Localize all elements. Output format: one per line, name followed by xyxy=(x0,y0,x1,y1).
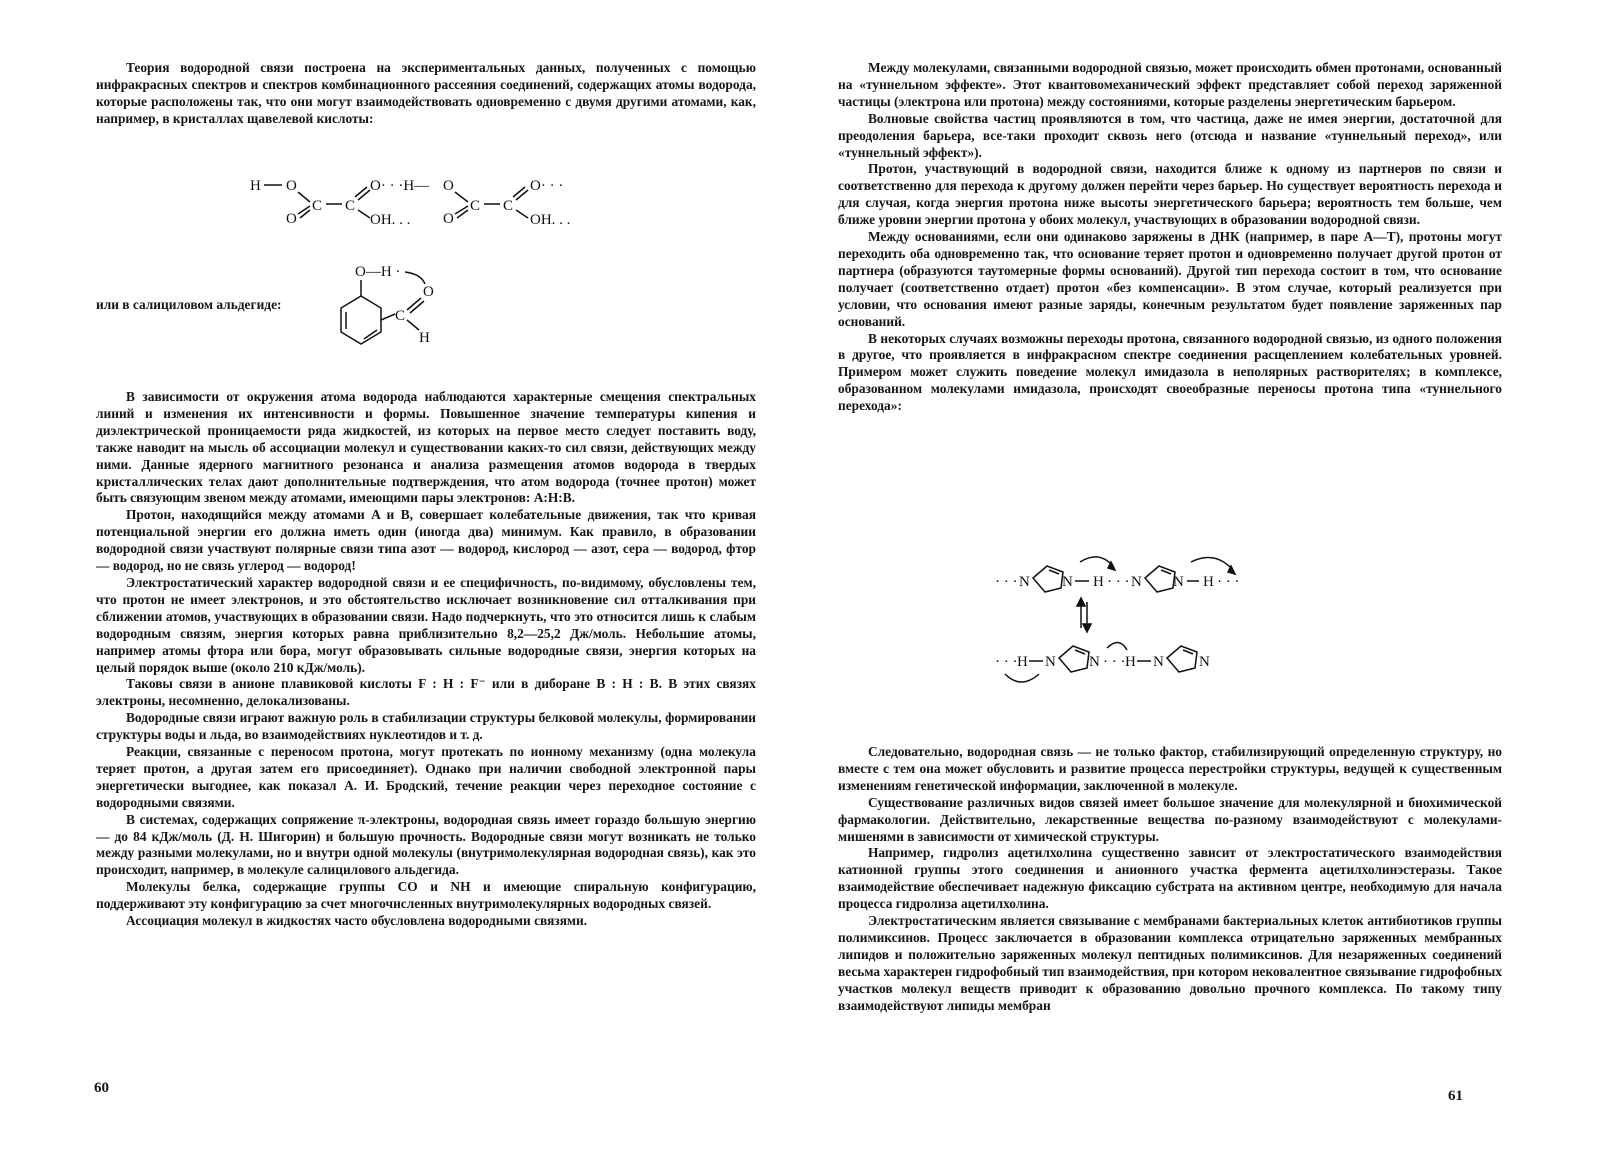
imidazole-tunneling-scheme xyxy=(995,540,1295,700)
paragraph: Волновые свойства частиц проявляются в том, что частица, даже не имея энергии, достаточной для преодоления барьера, все-таки проходит сквозь него (отсюда и название «туннельный переход», или «туннельный эффект»). xyxy=(838,110,1502,160)
svg-text:· · ·: · · · xyxy=(995,654,1018,670)
paragraph: Таковы связи в анионе плавиковой кислоты F : H : F⁻ или в диборане B : H : B. В этих связях электроны, несомненно, делокализованы. xyxy=(96,676,756,709)
salicyl-label: или в салициловом альдегиде: xyxy=(96,297,282,312)
svg-text:N: N xyxy=(1131,574,1142,590)
paragraph: Между молекулами, связанными водородной связью, может происходить обмен протонами, основанный на «туннельном эффекте». Этот квантовомеханический эффект представляет собой переход заряженной частицы (электрона или протона) между состояниями, которые разделены энергетическим барьером. xyxy=(838,60,1502,109)
svg-text:C: C xyxy=(345,198,356,214)
paragraph: Молекулы белка, содержащие группы CO и NH и имеющие спиральную конфигурацию, поддерживают эту конфигурацию за счет многочисленных внутримолекулярных водородных связей. xyxy=(96,879,756,912)
svg-text:N: N xyxy=(1153,654,1164,670)
paragraph: В некоторых случаях возможны переходы протона, связанного водородной связью, из одного положения в другое, что проявляется в инфракрасном спектре соединения расщеплением колебательных уровней. Примером может служить поведение молекул имидазола в неполярных растворителях; в комплексе, образованном молекулами имидазола, происходят своеобразные переносы протона типа «туннельного перехода»: xyxy=(838,330,1502,414)
paragraph: Водородные связи играют важную роль в стабилизации структуры белковой молекулы, формировании структуры воды и льда, во взаимодействиях нуклеотидов и т. д. xyxy=(96,710,756,743)
paragraph: Протон, находящийся между атомами A и B, совершает колебательные движения, так что кривая потенциальной энергии его должна иметь один (иногда два) минимум. Как правило, в образовании водородной связи участвуют полярные связи типа азот — водород, кислород — азот, сера — водород, фтор — водород, но не связь углерод — водород! xyxy=(96,507,756,574)
paragraph: В зависимости от окружения атома водорода наблюдаются характерные смещения спектральных линий и изменения их интенсивности и формы. Повышенное значение температуры кипения и диэлектрической проницаемости ряда жидкостей, из которых на первое место следует поставить воду, также наводит на мысль об ассоциации молекул и существовании каких-то сил связи, действующих между ними. Данные ядерного магнитного резонанса и анализа размещения атомов водорода в твердых кристаллических телах дают дополнительные подтверждения, что атом водорода (точнее протон) может быть связующим звеном между атомами, имеющими пары электронов: A:H:B. xyxy=(96,389,756,506)
paragraph: Между основаниями, если они одинаково заряжены в ДНК (например, в паре A—T), протоны могут переходить оба одновременно так, что основание теряет протон и одновременно получает другой протон от партнера (образуются таутомерные формы оснований). Другой тип перехода состоит в том, что основание получает (соответственно отдает) протон «без компенсации». В этом случае, который реализуется при условии, что основания имеют разные заряды, конечным результатом будет появление заряженных пар оснований. xyxy=(838,229,1502,329)
svg-text:H: H xyxy=(1017,654,1028,670)
svg-text:N: N xyxy=(1062,574,1073,590)
right-top-text xyxy=(838,60,1502,415)
svg-text:O: O xyxy=(286,178,297,194)
svg-text:· · ·: · · · xyxy=(1103,654,1126,670)
svg-text:O: O xyxy=(423,284,434,300)
right-page xyxy=(800,0,1600,1176)
intro-text-block xyxy=(96,60,756,128)
svg-text:O: O xyxy=(443,211,454,227)
svg-text:· · ·: · · · xyxy=(1217,574,1240,590)
svg-text:O· · ·: O· · · xyxy=(530,178,564,194)
right-bottom-text xyxy=(838,744,1502,1015)
paragraph: Например, гидролиз ацетилхолина существенно зависит от электростатического взаимодействия катионной группы этого соединения и анионного участка фермента ацетилхолинэстеразы. Такое взаимодействие обеспечивает надежную фиксацию субстрата на активном центре, необходимую для начала процесса гидролиза ацетилхолина. xyxy=(838,845,1502,912)
paragraph: Протон, участвующий в водородной связи, находится ближе к одному из партнеров по связи и соответственно для перехода к другому должен перейти через барьер. Но существует вероятность перехода и для случая, когда энергия протона ниже высоты энергетического барьера; вероятность тем больше, чем ближе уровни энергии протона у обоих молекул, участвующих в образовании водородной связи. xyxy=(838,161,1502,228)
svg-text:C: C xyxy=(312,198,323,214)
svg-text:O: O xyxy=(286,211,297,227)
oxalic-acid-formula xyxy=(250,168,610,238)
intro-paragraph: Теория водородной связи построена на экспериментальных данных, полученных с помощью инфракрасных спектров и спектров комбинационного рассеяния соединений, содержащих атомы водорода, которые расположены так, что они могут взаимодействовать одновременно с двумя другими атомами, как, например, в кристаллах щавелевой кислоты: xyxy=(96,60,756,126)
svg-text:H: H xyxy=(1125,654,1136,670)
paragraph: Электростатическим является связывание с мембранами бактериальных клеток антибиотиков группы полимиксинов. Процесс заключается в образовании комплекса отрицательно заряженных мембранных липидов и положительно заряженных молекул пептидных полимиксинов. Для незаряженных соединений весьма характерен гидрофобный тип взаимодействия, при котором нековалентное связывание гидрофобных участков молекул веществ приводит к образованию довольно прочного комплекса. По такому типу взаимодействуют липиды мембран xyxy=(838,913,1502,1013)
paragraph: Ассоциация молекул в жидкостях часто обусловлена водородными связями. xyxy=(126,913,588,929)
svg-text:OH. . .: OH. . . xyxy=(370,212,411,228)
svg-text:N: N xyxy=(1045,654,1056,670)
salicylaldehyde-formula xyxy=(335,258,455,358)
svg-text:H: H xyxy=(419,330,430,346)
svg-text:N: N xyxy=(1019,574,1030,590)
paragraph: Электростатический характер водородной связи и ее специфичность, по-видимому, обусловлены тем, что протон не имеет электронов, и это обстоятельство исключает возникновение сил отталкивания при сближении атомов, участвующих в образовании связи. Надо подчеркнуть, что это относится лишь к слабым водородным связям, энергия которых равна приблизительно 8,2—25,2 Дж/моль. Небольшие атомы, например атомы фтора или бора, могут образовывать сильные водородные связи, энергия которых на целый порядок выше (около 210 кДж/моль). xyxy=(96,574,756,675)
left-main-text xyxy=(96,389,756,930)
svg-text:O—H ·: O—H · xyxy=(355,264,401,280)
svg-text:H: H xyxy=(1203,574,1214,590)
svg-text:N: N xyxy=(1199,654,1210,670)
svg-text:C: C xyxy=(395,308,406,324)
paragraph: Реакции, связанные с переносом протона, могут протекать по ионному механизму (одна молекула теряет протон, а другая затем его присоединяет). Однако при наличии свободной электронной пары энергетически выгоднее, как показал А. И. Бродский, течение реакции через переходное состояние с водородными связями. xyxy=(96,744,756,810)
paragraph: В системах, содержащих сопряжение π-электроны, водородная связь имеет гораздо большую энергию — до 84 кДж/моль (Д. Н. Шигорин) и большую прочность. Водородные связи могут возникать не только между разными молекулами, но и внутри одной молекулы (внутримолекулярная водородная связь), как это происходит, например, в молекуле салицилового альдегида. xyxy=(96,811,756,878)
svg-text:· · ·: · · · xyxy=(995,574,1018,590)
svg-text:C: C xyxy=(503,198,514,214)
svg-text:N: N xyxy=(1173,574,1184,590)
svg-text:O: O xyxy=(443,178,454,194)
paragraph: Существование различных видов связей имеет большое значение для молекулярной и биохимической фармакологии. Действительно, лекарственные вещества по-разному взаимодействуют с молекулами-мишенями в зависимости от химической структуры. xyxy=(838,794,1502,844)
paragraph: Следовательно, водородная связь — не только фактор, стабилизирующий определенную структуру, но вместе с тем она может обусловить и развитие процесса перестройки структуры, ведущей к существенным изменениям генетической информации, заключенной в молекуле. xyxy=(838,744,1502,793)
svg-text:· · ·: · · · xyxy=(1107,574,1130,590)
svg-text:OH. . .: OH. . . xyxy=(530,212,571,228)
svg-text:H: H xyxy=(250,178,261,194)
page-number-left: 60 xyxy=(94,1080,109,1096)
svg-text:C: C xyxy=(470,198,481,214)
page-number-right: 61 xyxy=(1448,1088,1463,1104)
svg-text:O· · ·H—: O· · ·H— xyxy=(370,178,430,194)
svg-text:N: N xyxy=(1089,654,1100,670)
svg-text:H: H xyxy=(1093,574,1104,590)
